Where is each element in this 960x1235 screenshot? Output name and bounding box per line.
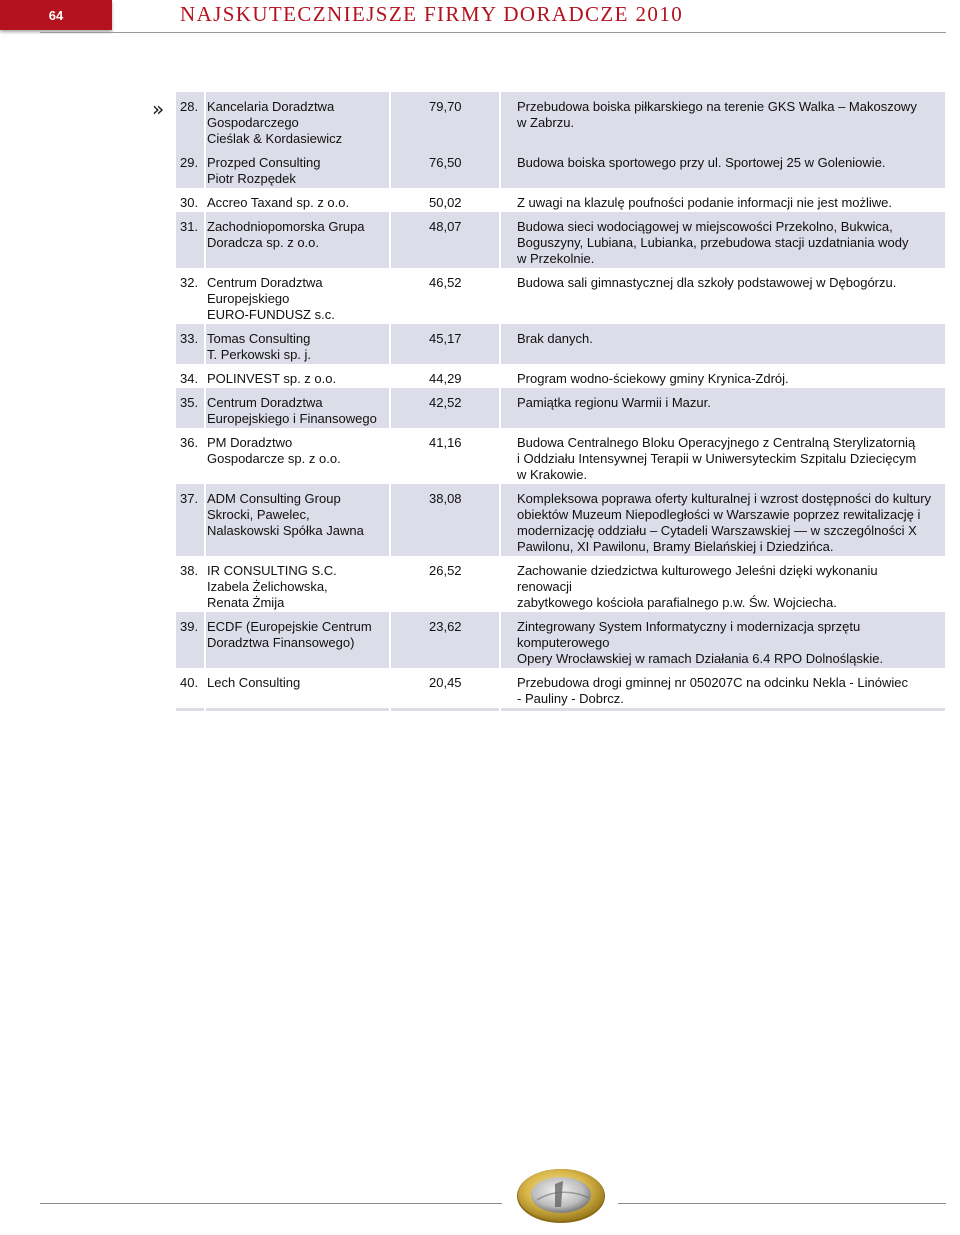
score-value: 23,62 <box>389 612 499 668</box>
company-name-line: T. Perkowski sp. j. <box>207 347 312 362</box>
score-value: 50,02 <box>389 188 499 212</box>
project-description <box>499 612 945 668</box>
project-description-line: Boguszyny, Lubiana, Lubianka, przebudowa stacji uzdatniania wody <box>517 235 909 250</box>
rank-number: 30. <box>180 195 199 210</box>
ranking-table <box>176 92 945 711</box>
table-row <box>176 428 945 484</box>
company-name-line: Centrum Doradztwa <box>207 395 323 410</box>
project-description-line: modernizację oddziału – Cytadeli Warszawskiej — w szczególności X <box>517 523 917 538</box>
company-name <box>204 268 389 324</box>
company-name <box>204 484 389 556</box>
project-description <box>499 268 945 324</box>
score-value: 48,07 <box>389 212 499 268</box>
table-row <box>176 212 945 268</box>
company-name-line: Gospodarczego <box>207 115 299 130</box>
project-description-line: obiektów Muzeum Niepodległości w Warszawie poprzez rewitalizację i <box>517 507 921 522</box>
project-description <box>499 188 945 212</box>
score-value: 20,45 <box>389 668 499 708</box>
table-row <box>176 388 945 428</box>
company-name-line: ADM Consulting Group <box>207 491 341 506</box>
project-description-line: Brak danych. <box>517 331 593 346</box>
project-description-line: Zintegrowany System Informatyczny i modernizacja sprzętu komputerowego <box>517 619 861 650</box>
project-description <box>499 92 945 148</box>
company-name-line: Izabela Żelichowska, <box>207 579 328 594</box>
project-description-line: Zachowanie dziedzictwa kulturowego Jeleśni dzięki wykonaniu renowacji <box>517 563 878 594</box>
project-description <box>499 668 945 708</box>
project-description <box>499 212 945 268</box>
project-description-line: w Zabrzu. <box>517 115 575 130</box>
rank-number: 35. <box>176 388 204 428</box>
project-description-line: Z uwagi na klazulę poufności podanie informacji nie jest możliwe. <box>517 195 893 210</box>
company-name-line: Cieślak & Kordasiewicz <box>207 131 343 146</box>
rank-number: 33. <box>176 324 204 364</box>
company-name-line: Kancelaria Doradztwa <box>207 99 335 114</box>
company-name-line: Nalaskowski Spółka Jawna <box>207 523 364 538</box>
company-name-line: Europejskiego <box>207 291 290 306</box>
project-description <box>499 148 945 188</box>
company-name-line: Doradcza sp. z o.o. <box>207 235 319 250</box>
project-description <box>499 324 945 364</box>
page-number: 64 <box>48 7 64 23</box>
company-name-line: Europejskiego i Finansowego <box>207 411 377 426</box>
table-row <box>176 364 945 388</box>
project-description-line: Pamiątka regionu Warmii i Mazur. <box>517 395 711 410</box>
company-name <box>204 668 389 708</box>
company-name-line: Skrocki, Pawelec, <box>207 507 310 522</box>
table-row <box>176 188 945 212</box>
rank-number: 32. <box>180 275 199 290</box>
table-row <box>176 148 945 188</box>
company-name-line: Zachodniopomorska Grupa <box>207 219 365 234</box>
company-name <box>204 148 389 188</box>
project-description <box>499 364 945 388</box>
project-description-line: i Oddziału Intensywnej Terapii w Uniwersyteckim Szpitalu Dziecięcym <box>517 451 917 466</box>
score-value: 26,52 <box>389 556 499 612</box>
score-value: 46,52 <box>389 268 499 324</box>
project-description-line: Pawilonu, XI Pawilonu, Bramy Bielańskiej i Dziedzińca. <box>517 539 834 554</box>
company-name <box>204 324 389 364</box>
company-name <box>204 188 389 212</box>
table-end-strip <box>176 708 945 711</box>
company-name-line: POLINVEST sp. z o.o. <box>207 371 337 386</box>
company-name-line: Gospodarcze sp. z o.o. <box>207 451 341 466</box>
project-description-line: w Krakowie. <box>517 467 588 482</box>
table-row <box>176 612 945 668</box>
rank-number: 34. <box>180 371 199 386</box>
company-name <box>204 612 389 668</box>
project-description-line: Budowa Centralnego Bloku Operacyjnego z Centralną Sterylizatornią <box>517 435 916 450</box>
table-end-cell <box>389 708 499 711</box>
page-number-badge <box>0 0 112 30</box>
project-description-line: zabytkowego kościoła parafialnego p.w. Św. Wojciecha. <box>517 595 837 610</box>
page-title: NAJSKUTECZNIEJSZE FIRMY DORADCZE 2010 <box>180 2 684 26</box>
table-row <box>176 324 945 364</box>
project-description <box>499 556 945 612</box>
company-name-line: Prozped Consulting <box>207 155 321 170</box>
table-row <box>176 268 945 324</box>
project-description <box>499 428 945 484</box>
score-value: 45,17 <box>389 324 499 364</box>
rank-number: 40. <box>180 675 199 690</box>
table-row <box>176 92 945 148</box>
score-value: 38,08 <box>389 484 499 556</box>
project-description-line: Przebudowa boiska piłkarskiego na terenie GKS Walka – Makoszowy <box>517 99 917 114</box>
company-name <box>204 92 389 148</box>
company-name <box>204 388 389 428</box>
rank-number: 39. <box>176 612 204 668</box>
score-value: 79,70 <box>389 92 499 148</box>
company-name <box>204 428 389 484</box>
company-name-line: PM Doradztwo <box>207 435 293 450</box>
table-end-cell <box>204 708 389 711</box>
page-header <box>0 0 960 36</box>
rank-number: 28. <box>176 92 204 148</box>
project-description-line: Program wodno-ściekowy gminy Krynica-Zdrój. <box>517 371 789 386</box>
company-name-line: Doradztwa Finansowego) <box>207 635 355 650</box>
project-description-line: - Pauliny - Dobrcz. <box>517 691 624 706</box>
project-description-line: Kompleksowa poprawa oferty kulturalnej i wzrost dostępności do kultury <box>517 491 932 506</box>
project-description <box>499 484 945 556</box>
company-name <box>204 364 389 388</box>
company-name <box>204 556 389 612</box>
project-description-line: Przebudowa drogi gminnej nr 050207C na odcinku Nekla - Linówiec <box>517 675 908 690</box>
rank-number: 37. <box>176 484 204 556</box>
footer-divider-right <box>618 1203 946 1204</box>
rank-number: 31. <box>176 212 204 268</box>
table-end-cell <box>499 708 945 711</box>
score-value: 42,52 <box>389 388 499 428</box>
rank-number: 38. <box>180 563 199 578</box>
company-name-line: IR CONSULTING S.C. <box>207 563 337 578</box>
score-value: 44,29 <box>389 364 499 388</box>
company-name-line: Lech Consulting <box>207 675 301 690</box>
company-name-line: Piotr Rozpędek <box>207 171 296 186</box>
rank-number: 36. <box>180 435 199 450</box>
table-row <box>176 556 945 612</box>
rank-number: 29. <box>176 148 204 188</box>
company-name-line: Renata Żmija <box>207 595 285 610</box>
project-description-line: Budowa sali gimnastycznej dla szkoły podstawowej w Dębogórzu. <box>517 275 897 290</box>
footer-divider-left <box>40 1203 502 1204</box>
company-name-line: Tomas Consulting <box>207 331 311 346</box>
company-name-line: Centrum Doradztwa <box>207 275 323 290</box>
table-end-cell <box>176 708 204 711</box>
score-value: 41,16 <box>389 428 499 484</box>
ranking-table-body <box>176 92 945 711</box>
company-name-line: EURO-FUNDUSZ s.c. <box>207 307 335 322</box>
project-description-line: w Przekolnie. <box>517 251 595 266</box>
score-value: 76,50 <box>389 148 499 188</box>
table-row <box>176 484 945 556</box>
company-name-line: Accreo Taxand sp. z o.o. <box>207 195 350 210</box>
company-name <box>204 212 389 268</box>
double-chevron-right-icon: » <box>152 97 165 121</box>
project-description-line: Budowa sieci wodociągowej w miejscowości Przekolno, Bukwica, <box>517 219 893 234</box>
euro-coin-icon <box>515 1166 607 1224</box>
project-description-line: Budowa boiska sportowego przy ul. Sportowej 25 w Goleniowie. <box>517 155 886 170</box>
header-divider <box>40 32 946 33</box>
project-description <box>499 388 945 428</box>
company-name-line: ECDF (Europejskie Centrum <box>207 619 372 634</box>
project-description-line: Opery Wrocławskiej w ramach Działania 6.4 RPO Dolnośląskie. <box>517 651 884 666</box>
table-row <box>176 668 945 708</box>
